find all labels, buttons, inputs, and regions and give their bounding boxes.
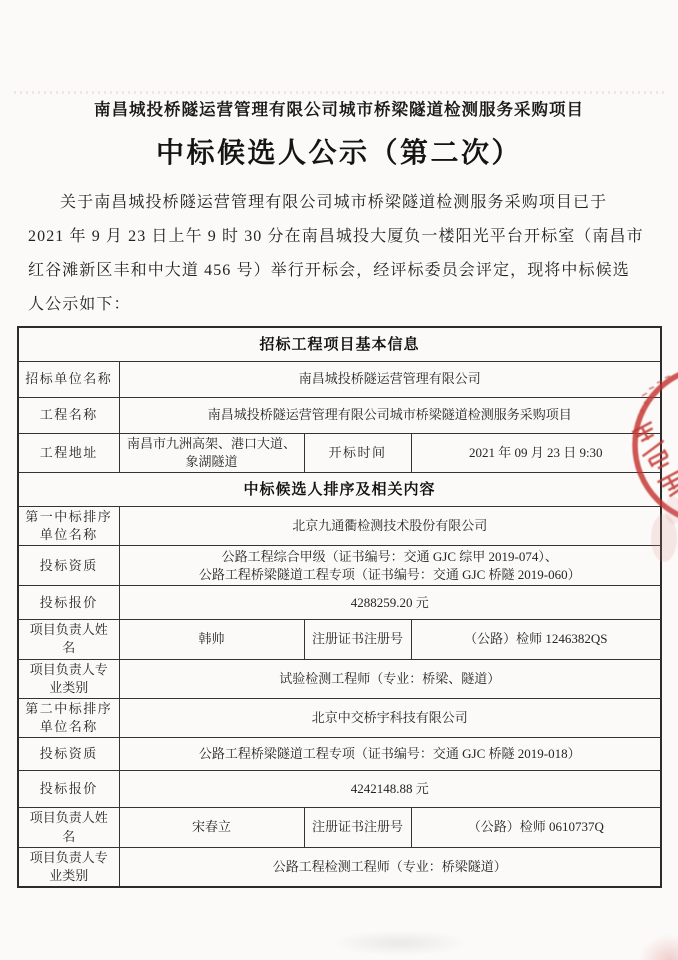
candidate2-manager-label: 项目负责人姓名	[18, 808, 119, 847]
candidate1-major-value: 试验检测工程师（专业：桥梁、隧道）	[119, 659, 661, 698]
scan-noise-line	[14, 91, 664, 94]
candidate2-major-value: 公路工程检测工程师（专业：桥梁隧道）	[119, 847, 661, 887]
candidate2-manager-name: 宋春立	[119, 808, 304, 847]
intro-paragraph	[28, 186, 654, 322]
page-subtitle: 中标候选人公示（第二次）	[155, 138, 522, 169]
candidate1-rank-label: 第一中标排序单位名称	[18, 506, 119, 545]
bid-unit-label: 招标单位名称	[18, 361, 119, 397]
intro-line-1: 关于南昌城投桥隧运营管理有限公司城市桥梁隧道检测服务采购项目已于	[60, 194, 608, 211]
candidate1-qualification-line1: 公路工程综合甲级（证书编号：交通 GJC 综甲 2019-074）、	[221, 548, 558, 564]
intro-line-4: 人公示如下：	[28, 296, 131, 313]
candidate1-qualification-label: 投标资质	[18, 546, 119, 586]
project-address-label: 工程地址	[18, 433, 119, 472]
candidate1-qualification-line2: 公路工程桥梁隧道工程专项（证书编号：交通 GJC 桥隧 2019-060）	[198, 566, 581, 582]
candidate1-major-label: 项目负责人专业类别	[18, 659, 119, 698]
candidate2-price-label: 投标报价	[18, 771, 119, 808]
candidate1-manager-name: 韩帅	[119, 620, 304, 659]
candidate2-cert-value: （公路）检师 0610737Q	[411, 808, 661, 847]
candidate1-price-label: 投标报价	[18, 586, 119, 620]
project-address-value: 南昌市九洲高架、港口大道、象湖隧道	[119, 433, 304, 472]
intro-line-3: 红谷滩新区丰和中大道 456 号）举行开标会，经评标委员会评定，现将中标候选	[28, 262, 630, 279]
scan-corner-artifact	[638, 934, 678, 960]
bid-announcement-table	[17, 326, 662, 888]
candidate1-price-value: 4288259.20 元	[119, 586, 661, 620]
candidate2-rank-label: 第二中标排序单位名称	[18, 699, 119, 738]
candidate2-cert-label: 注册证书注册号	[304, 808, 411, 847]
project-name-label: 工程名称	[18, 397, 119, 433]
candidate2-qualification-value: 公路工程桥梁隧道工程专项（证书编号：交通 GJC 桥隧 2019-018）	[119, 738, 661, 771]
candidate1-qualification-value	[119, 546, 661, 586]
candidate1-cert-label: 注册证书注册号	[304, 620, 411, 659]
bid-unit-value: 南昌城投桥隧运营管理有限公司	[119, 361, 661, 397]
candidate2-qualification-label: 投标资质	[18, 738, 119, 771]
candidate1-company: 北京九通衢检测技术股份有限公司	[119, 506, 661, 545]
project-name-value: 南昌城投桥隧运营管理有限公司城市桥梁隧道检测服务采购项目	[119, 397, 661, 433]
open-time-value: 2021 年 09 月 23 日 9:30	[411, 433, 661, 472]
candidate2-company: 北京中交桥宇科技有限公司	[119, 699, 661, 738]
section-header-basic-info: 招标工程项目基本信息	[18, 327, 661, 361]
open-time-label: 开标时间	[304, 433, 411, 472]
candidate2-price-value: 4242148.88 元	[119, 771, 661, 808]
candidate1-cert-value: （公路）检师 1246382QS	[411, 620, 661, 659]
scan-smudge	[330, 930, 470, 956]
candidate2-major-label: 项目负责人专业类别	[18, 847, 119, 887]
intro-line-2: 2021 年 9 月 23 日上午 9 时 30 分在南昌城投大厦负一楼阳光平台开标室（南昌市	[28, 228, 644, 245]
page-title: 南昌城投桥隧运营管理有限公司城市桥梁隧道检测服务采购项目	[94, 100, 584, 119]
candidate1-manager-label: 项目负责人姓名	[18, 620, 119, 659]
section-header-candidates: 中标候选人排序及相关内容	[18, 472, 661, 506]
